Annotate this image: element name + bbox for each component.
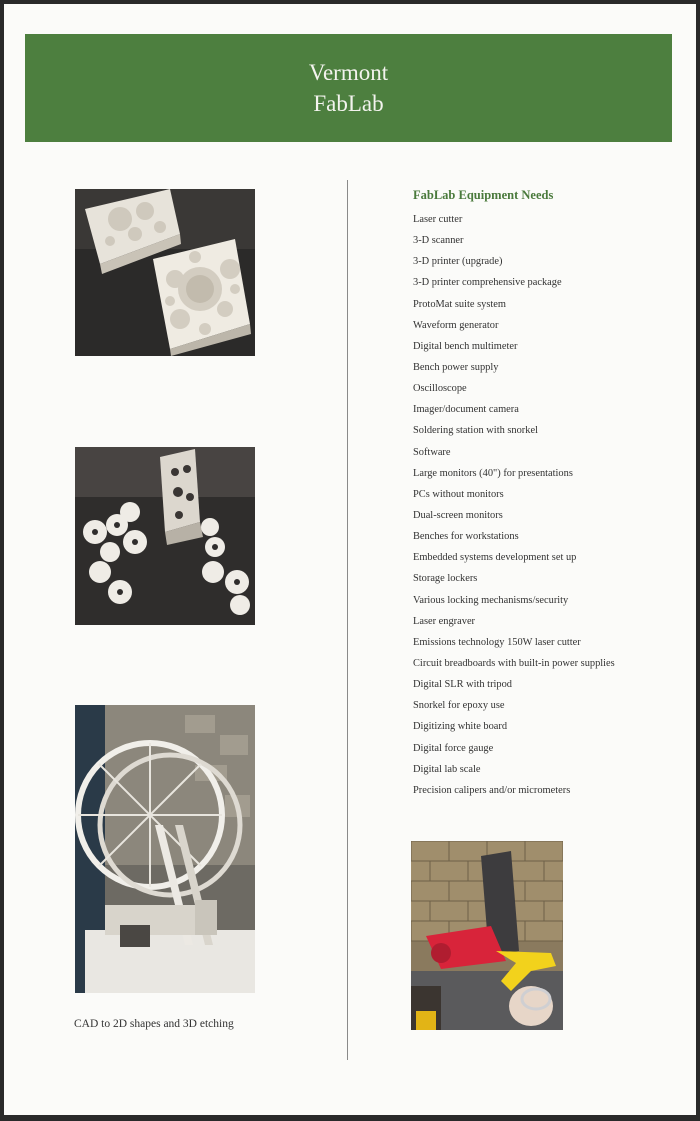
photo-ferris-wheel	[75, 705, 255, 993]
equipment-item: Imager/document camera	[413, 404, 519, 416]
document-page	[4, 4, 696, 1115]
equipment-item: Snorkel for epoxy use	[413, 700, 505, 712]
equipment-item: Embedded systems development set up	[413, 552, 577, 564]
equipment-item: Dual-screen monitors	[413, 509, 503, 521]
equipment-list	[413, 209, 615, 801]
equipment-item: Precision calipers and/or micrometers	[413, 784, 571, 796]
equipment-item: Digital SLR with tripod	[413, 679, 513, 691]
equipment-item: Large monitors (40") for presentations	[413, 467, 573, 479]
equipment-item: Circuit breadboards with built-in power supplies	[413, 657, 615, 669]
photo-caption: CAD to 2D shapes and 3D etching	[74, 1018, 234, 1030]
equipment-item: Emissions technology 150W laser cutter	[413, 636, 581, 648]
equipment-item: 3-D scanner	[413, 235, 464, 247]
equipment-item: Bench power supply	[413, 361, 499, 373]
equipment-item: Laser cutter	[413, 214, 463, 225]
equipment-list-title: FabLab Equipment Needs	[413, 188, 554, 202]
equipment-item: Oscilloscope	[413, 383, 467, 395]
equipment-item: ProtoMat suite system	[413, 298, 506, 310]
equipment-item: PCs without monitors	[413, 488, 504, 500]
equipment-item: 3-D printer (upgrade)	[413, 256, 503, 268]
equipment-item: 3-D printer comprehensive package	[413, 277, 562, 289]
equipment-item: Digital force gauge	[413, 742, 494, 754]
equipment-item: Digital bench multimeter	[413, 340, 518, 352]
equipment-item: Various locking mechanisms/security	[413, 594, 569, 606]
column-divider	[347, 180, 348, 1060]
banner-title-line-1: Vermont	[308, 60, 389, 85]
equipment-item: Benches for workstations	[413, 531, 519, 543]
equipment-item: Software	[413, 446, 451, 458]
equipment-item: Digital lab scale	[413, 763, 481, 775]
equipment-item: Digitizing white board	[413, 721, 508, 733]
equipment-item: Laser engraver	[413, 615, 476, 627]
photo-gears-cube	[75, 447, 255, 625]
banner-title-line-2: FabLab	[313, 91, 384, 116]
title-banner	[25, 34, 672, 142]
equipment-item: Storage lockers	[413, 573, 478, 585]
equipment-item: Waveform generator	[413, 319, 499, 331]
photo-circle-blocks	[75, 189, 255, 356]
photo-robotic-arm	[411, 841, 563, 1030]
equipment-item: Soldering station with snorkel	[413, 425, 538, 437]
